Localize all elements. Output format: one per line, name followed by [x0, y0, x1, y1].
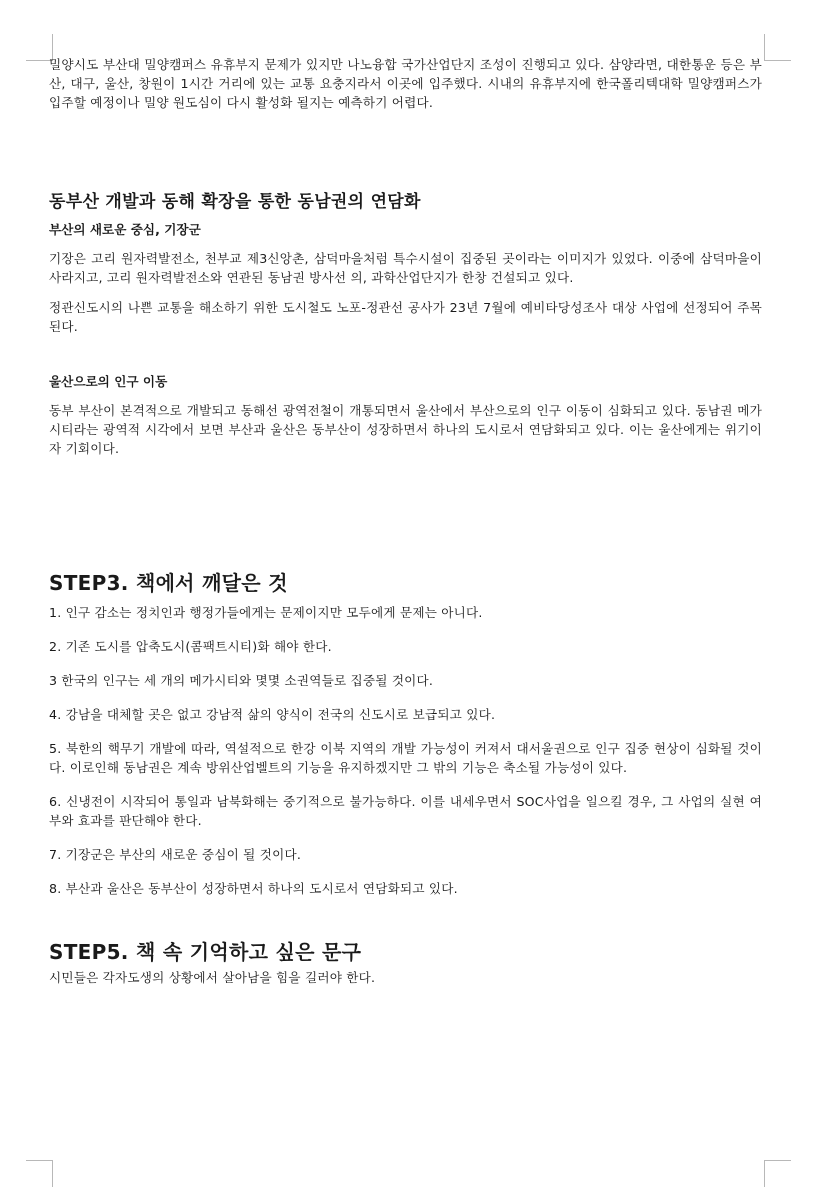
subheading-ulsan: 울산으로의 인구 이동	[49, 374, 168, 389]
list-item: 2. 기존 도시를 압축도시(콤팩트시티)화 해야 한다.	[49, 639, 332, 654]
list-item: 6. 신냉전이 시작되어 통일과 남북화해는 중기적으로 불가능하다. 이를 내세우면서 SOC사업을 일으킬 경우, 그 사업의 실현 여부와 효과를 판단해야 한다.	[49, 794, 762, 828]
step5-quote: 시민들은 각자도생의 상황에서 살아남을 힘을 길러야 한다.	[49, 970, 376, 985]
ulsan-paragraph: 동부 부산이 본격적으로 개발되고 동해선 광역전철이 개통되면서 울산에서 부산으로의 인구 이동이 심화되고 있다. 동남권 메가시티라는 광역적 시각에서 보면 부산과 울산은 동부산이 성장하면서 하나의 도시로서 연담화되고 있다. 이는 울산에게는 위기이자 기회이다.	[49, 403, 762, 456]
list-item: 3 한국의 인구는 세 개의 메가시티와 몇몇 소권역들로 집중될 것이다.	[49, 673, 434, 688]
gijang-paragraph-1: 기장은 고리 원자력발전소, 천부교 제3신앙촌, 삼덕마을처럼 특수시설이 집중된 곳이라는 이미지가 있었다. 이중에 삼덕마을이 사라지고, 고리 원자력발전소와 연관된 동남권 방사선 의, 과학산업단지가 한창 건설되고 있다.	[49, 251, 762, 285]
crop-mark-bottom-right	[764, 1160, 791, 1187]
list-item: 5. 북한의 핵무기 개발에 따라, 역설적으로 한강 이북 지역의 개발 가능성이 커져서 대서울권으로 인구 집중 현상이 심화될 것이다. 이로인해 동남권은 계속 방위산업벨트의 기능을 유지하겠지만 그 밖의 기능은 축소될 가능성이 있다.	[49, 741, 762, 775]
crop-mark-top-right	[764, 34, 791, 61]
list-item: 8. 부산과 울산은 동부산이 성장하면서 하나의 도시로서 연담화되고 있다.	[49, 881, 458, 896]
crop-mark-bottom-left	[26, 1160, 53, 1187]
list-item: 4. 강남을 대체할 곳은 없고 강남적 삶의 양식이 전국의 신도시로 보급되고 있다.	[49, 707, 496, 722]
subheading-gijang: 부산의 새로운 중심, 기장군	[49, 222, 201, 237]
document-body	[49, 55, 762, 987]
list-item: 7. 기장군은 부산의 새로운 중심이 될 것이다.	[49, 847, 302, 862]
list-item: 1. 인구 감소는 정치인과 행정가들에게는 문제이지만 모두에게 문제는 아니다.	[49, 605, 483, 620]
section-heading-east-busan: 동부산 개발과 동해 확장을 통한 동남권의 연담화	[49, 192, 421, 212]
step5-heading: STEP5. 책 속 기억하고 싶은 문구	[49, 940, 362, 964]
gijang-paragraph-2: 정관신도시의 나쁜 교통을 해소하기 위한 도시철도 노포-정관선 공사가 23년 7월에 예비타당성조사 대상 사업에 선정되어 주목된다.	[49, 300, 762, 334]
step3-heading: STEP3. 책에서 깨달은 것	[49, 571, 288, 595]
intro-paragraph: 밀양시도 부산대 밀양캠퍼스 유휴부지 문제가 있지만 나노융합 국가산업단지 조성이 진행되고 있다. 삼양라면, 대한통운 등은 부산, 대구, 울산, 창원이 1시간 거리에 있는 교통 요충지라서 이곳에 입주했다. 시내의 유휴부지에 한국폴리텍대학 밀양캠퍼스가 입주할 예정이나 밀양 원도심이 다시 활성화 될지는 예측하기 어렵다.	[49, 57, 762, 110]
